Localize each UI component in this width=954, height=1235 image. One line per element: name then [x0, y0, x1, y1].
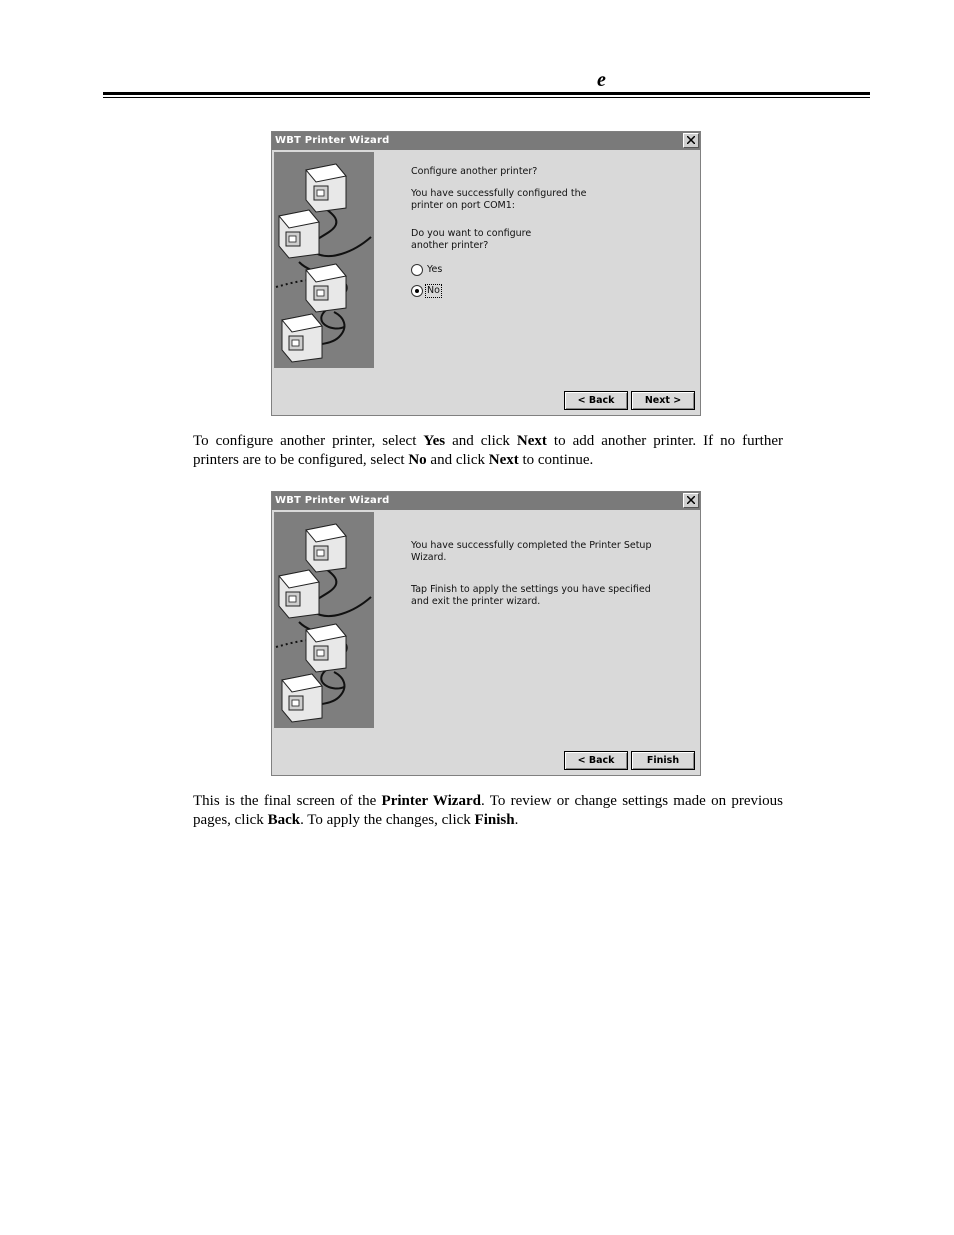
bold-back: Back [267, 812, 301, 828]
question-line-2: another printer? [411, 240, 489, 251]
printer-wizard-window-finish [271, 491, 701, 776]
next-button[interactable]: Next > [631, 391, 695, 410]
header-rule-thick [103, 92, 870, 95]
close-button[interactable] [683, 133, 699, 148]
radio-no-label: No [427, 285, 440, 296]
finish-line-1: Tap Finish to apply the settings you have specified [411, 584, 651, 595]
title-bar [272, 132, 700, 150]
printer-network-illustration [274, 512, 374, 728]
wizard-question-heading: Configure another printer? [411, 166, 538, 177]
text-run: To configure another printer, select [193, 433, 424, 449]
complete-line-2: Wizard. [411, 552, 447, 563]
wizard-complete-message [411, 540, 691, 564]
text-run: and click [426, 452, 489, 468]
bold-yes: Yes [423, 433, 446, 449]
radio-no-circle[interactable] [411, 285, 423, 297]
window-title: WBT Printer Wizard [275, 495, 390, 506]
window-title: WBT Printer Wizard [275, 135, 390, 146]
bold-next: Next [488, 452, 519, 468]
instruction-paragraph-finish [193, 792, 783, 830]
text-run: . To apply the changes, click [300, 812, 475, 828]
bold-printer-wizard: Printer Wizard [381, 793, 481, 809]
printer-wizard-window-configure-another [271, 131, 701, 416]
back-button[interactable]: < Back [564, 391, 628, 410]
text-run: and click [445, 433, 517, 449]
radio-yes-circle[interactable] [411, 264, 423, 276]
title-bar [272, 492, 700, 510]
close-icon [687, 136, 695, 144]
close-icon [687, 496, 695, 504]
wizard-message [411, 166, 691, 301]
back-button[interactable]: < Back [564, 751, 628, 770]
success-line-2: printer on port COM1: [411, 200, 515, 211]
bold-no: No [408, 452, 427, 468]
finish-button[interactable]: Finish [631, 751, 695, 770]
printer-network-illustration [274, 152, 374, 368]
text-run: This is the final screen of the [193, 793, 382, 809]
success-line-1: You have successfully configured the [411, 188, 587, 199]
radio-no[interactable] [411, 283, 691, 301]
text-run: . [514, 812, 519, 828]
wizard-success-message [411, 188, 691, 212]
close-button[interactable] [683, 493, 699, 508]
instruction-paragraph-configure [193, 432, 783, 470]
radio-yes[interactable] [411, 262, 691, 280]
bold-next: Next [516, 433, 547, 449]
finish-line-2: and exit the printer wizard. [411, 596, 541, 607]
page-header-letter: e [597, 69, 606, 91]
printer-network-icon [274, 152, 374, 368]
complete-line-1: You have successfully completed the Printer Setup [411, 540, 652, 551]
question-line-1: Do you want to configure [411, 228, 532, 239]
radio-yes-label: Yes [427, 264, 443, 275]
wizard-configure-question [411, 228, 691, 252]
text-run: . To review or change settings made on previous pages, click [193, 793, 783, 828]
wizard-message [411, 540, 691, 618]
text-run: to continue. [518, 452, 594, 468]
wizard-finish-instructions [411, 584, 691, 608]
printer-network-icon [274, 512, 374, 728]
header-rule-thin [103, 97, 870, 98]
bold-finish: Finish [474, 812, 515, 828]
text-run: to add another printer. If no further printers are to be configured, select [193, 433, 783, 468]
